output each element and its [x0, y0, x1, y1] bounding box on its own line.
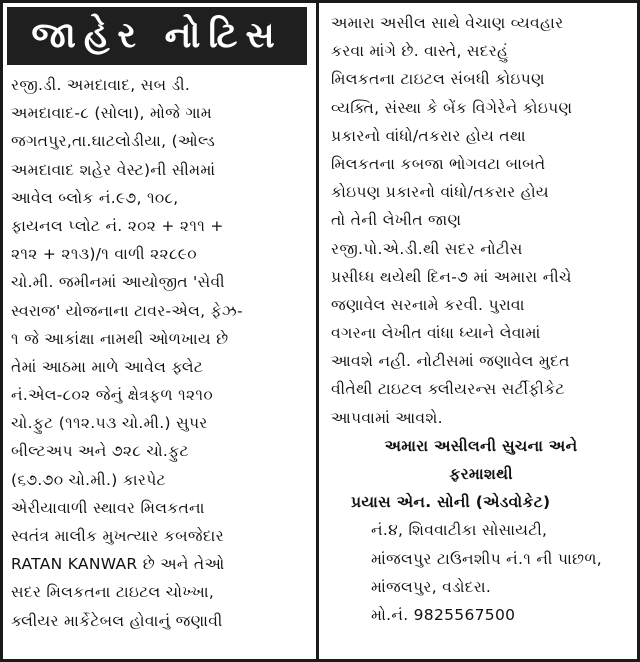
- text-line: જગતપુર,તા.ઘાટલોડીયા, (ઓલ્ડ: [11, 132, 216, 151]
- text-line: પ્રયાસ એન. સોની (એડવોકેટ): [351, 493, 551, 512]
- column-divider: [316, 3, 319, 659]
- text-line: વીતેથી ટાઇટલ ક્લીયરન્સ સર્ટીફીકેટ: [331, 380, 565, 399]
- text-line: ૨૧૨ + ૨૧૩)/૧ વાળી ૨૨૮૯૦: [11, 245, 197, 264]
- text-line: ચો.મી. જમીનમાં આયોજીત 'સેવી: [11, 273, 225, 292]
- text-line: મિલકતના કબજા ભોગવટા બાબતે: [331, 154, 546, 173]
- text-line: પ્રકારનો વાંધો/તકરાર હોય તથા: [331, 126, 526, 145]
- text-line: પ્રસીધ્ધ થયેથી દિન-૭ માં અમારા નીચે: [331, 267, 572, 286]
- text-line: માંજલપુર ટાઉનશીપ નં.૧ ની પાછળ,: [371, 549, 602, 568]
- text-line: આપવામાં આવશે.: [331, 408, 443, 427]
- text-line: સ્વરાજ' યોજનાના ટાવર-એલ, ફેઝ-: [11, 301, 243, 320]
- left-text-lines: [11, 71, 311, 635]
- text-line: ક્લીયર માર્કેટેબલ હોવાનું જણાવી: [11, 611, 223, 630]
- right-text-lines: [331, 9, 631, 629]
- text-line: મિલકતના ટાઇટલ સંબધી કોઇપણ: [331, 70, 545, 89]
- left-column: [3, 3, 315, 659]
- text-line: અમદાવાદ શહેર વેસ્ટ)ની સીમમાં: [11, 160, 216, 179]
- text-line: વ્યક્તિ, સંસ્થા કે બેંક વિગેરેને કોઇપણ: [331, 98, 573, 117]
- text-line: કોઇપણ પ્રકારનો વાંધો/તકરાર હોય: [331, 183, 549, 202]
- text-line: એરીયાવાળી સ્થાવર મિલકતના: [11, 498, 205, 517]
- text-line: આવેલ બ્લોક નં.૯૭, ૧૦૮,: [11, 188, 179, 207]
- text-line: નં.એલ-૮૦૨ જેનું ક્ષેત્રફળ ૧૨૧૦: [11, 386, 213, 405]
- text-line: ફરમાશથી: [449, 465, 513, 483]
- text-line: કરવા માંગે છે. વાસ્તે, સદરહું: [331, 42, 509, 61]
- text-line: સ્વતંત્ર માલીક મુખત્યાર કબજેદાર: [11, 527, 224, 545]
- text-line: (૬૭.૭૦ ચો.મી.) કારપેટ: [11, 470, 166, 489]
- text-line: નં.૪, શિવવાટીકા સોસાયટી,: [371, 521, 548, 540]
- text-line: જણાવેલ સરનામે કરવી. પુરાવા: [331, 295, 525, 314]
- text-line: રજી.ડી. અમદાવાદ, સબ ડી.: [11, 76, 191, 94]
- text-line: અમારા અસીલની સુચના અને: [384, 436, 578, 455]
- text-line: ચો.ફુટ (૧૧૨.૫૩ ચો.મી.) સુપર: [11, 414, 208, 433]
- text-line: મો.નં. 9825567500: [371, 605, 516, 624]
- text-line: વગરના લેખીત વાંધા ધ્યાને લેવામાં: [331, 324, 541, 343]
- text-line: અમારા અસીલ સાથે વેચાણ વ્યવહાર: [331, 14, 564, 32]
- text-line: આવશે નહી. નોટીસમાં જણાવેલ મુદત: [331, 352, 570, 371]
- text-line: ફાયનલ પ્લોટ નં. ૨૦૨ + ૨૧૧ +: [11, 216, 224, 235]
- text-line: તેમાં આઠમા માળે આવેલ ફ્લેટ: [11, 357, 204, 376]
- text-line: ૧ જે આકાંક્ષા નામથી ઓળખાય છે: [11, 329, 229, 348]
- right-column: [323, 3, 635, 659]
- text-line: માંજલપુર, વડોદરા.: [371, 577, 492, 596]
- text-line: તો તેની લેખીત જાણ: [331, 211, 462, 230]
- text-line: અમદાવાદ-૮ (સોલા), મોજે ગામ: [11, 104, 212, 123]
- text-line: બીલ્ટઅપ અને ૭૨૮ ચો.ફુટ: [11, 442, 189, 461]
- notice-title: જાહેર નોટિસ: [7, 7, 307, 65]
- text-line: RATAN KANWAR છે અને તેઓ: [11, 555, 225, 574]
- text-line: રજી.પો.એ.ડી.થી સદર નોટીસ: [331, 239, 523, 258]
- text-line: સદર મિલકતના ટાઇટલ ચોખ્ખા,: [11, 583, 215, 602]
